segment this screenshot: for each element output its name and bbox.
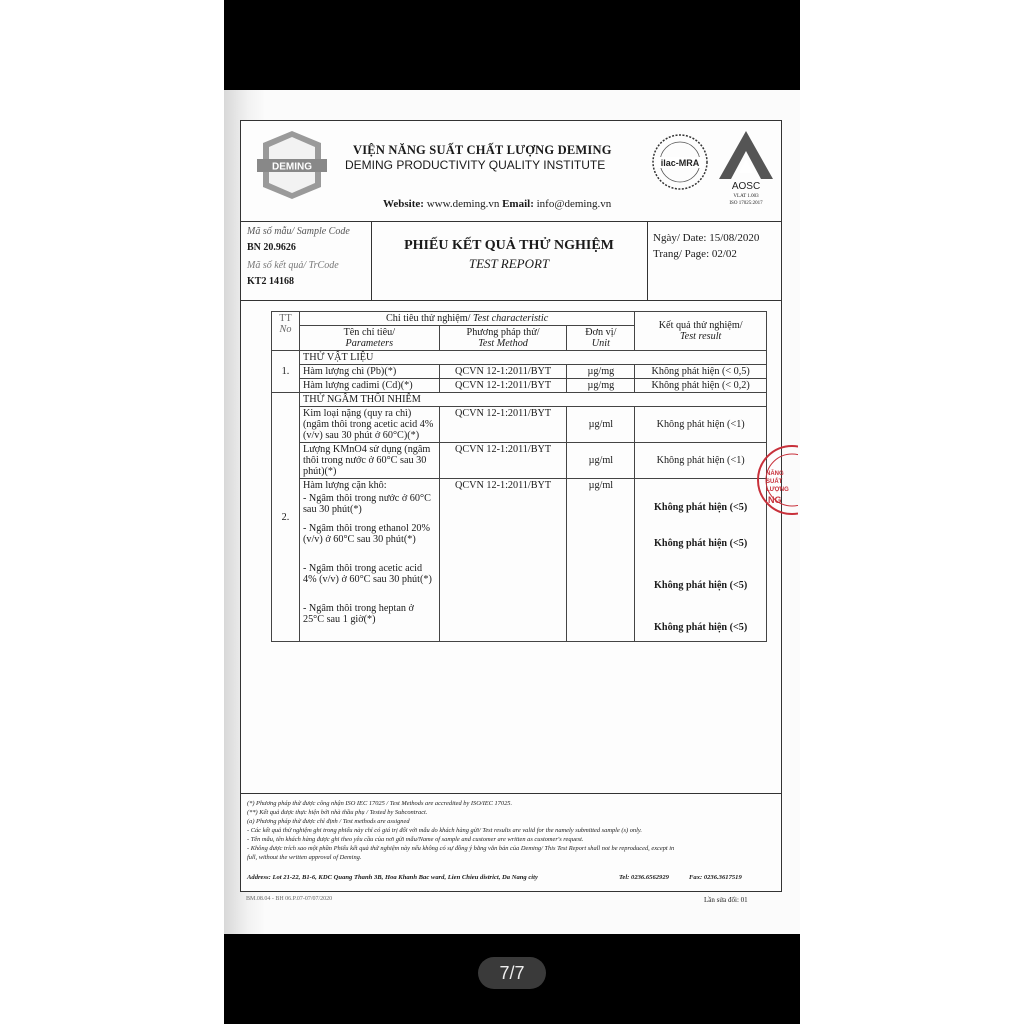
- website-url: www.deming.vn: [426, 198, 500, 210]
- section-title-material: THỬ VẬT LIỆU: [299, 351, 766, 365]
- table-row: [272, 365, 767, 379]
- table-row: [272, 407, 767, 443]
- param-cadmium: Hàm lượng cadimi (Cd)(*): [299, 379, 439, 393]
- table-row: [272, 479, 767, 642]
- website-line: [383, 198, 611, 210]
- unit-cell: µg/ml: [567, 443, 635, 479]
- viewer-top-bar: [224, 0, 800, 90]
- method-cell: QCVN 12-1:2011/BYT: [439, 479, 567, 642]
- sub-param: - Ngâm thôi trong ethanol 20% (v/v) ở 60°C sau 30 phút(*): [302, 523, 431, 545]
- tr-code: KT2 14168: [247, 276, 294, 287]
- ilac-mra-logo: [651, 133, 709, 191]
- revision-number: Lần sửa đổi: 01: [704, 896, 748, 904]
- red-seal-stamp: [752, 445, 798, 515]
- footer-note: (*) Phương pháp thử được công nhận ISO IEC 17025 / Test Methods are accredited by ISO/IEC 17025.: [247, 800, 513, 807]
- result-cell: Không phát hiện (<5): [654, 580, 748, 591]
- header-method: Phương pháp thử/ Test Method: [439, 326, 567, 351]
- deming-logo: [253, 129, 331, 201]
- report-title-en: TEST REPORT: [468, 256, 550, 271]
- sample-code-box: [241, 222, 372, 300]
- row-number: 2.: [272, 393, 300, 642]
- date-page-box: [647, 222, 781, 300]
- svg-text:NĂNG: NĂNG: [766, 471, 784, 477]
- svg-text:NG: NG: [768, 495, 782, 505]
- svg-text:SUẤT: SUẤT: [766, 479, 783, 485]
- svg-text:DEMING: DEMING: [272, 161, 312, 173]
- email-label: Email:: [502, 198, 534, 210]
- header-test-result: Kết quả thử nghiệm/ Test result: [635, 312, 767, 351]
- section-row: [272, 393, 767, 407]
- param-dry-residue-title: Hàm lượng cặn khô:: [302, 480, 387, 491]
- row-number: 1.: [272, 351, 300, 393]
- aosc-accreditation-logo: [715, 129, 777, 207]
- sub-param: - Ngâm thôi trong nước ở 60°C sau 30 phút(*): [302, 493, 431, 515]
- tr-code-label: Mã số kết quả/ TrCode: [247, 260, 339, 271]
- unit-cell: µg/mg: [567, 365, 635, 379]
- footer-note: (**) Kết quả được thực hiện bởi nhà thầu phụ / Tested by Subcontract.: [247, 809, 428, 816]
- table-row: [272, 443, 767, 479]
- report-date: Ngày/ Date: 15/08/2020: [653, 232, 760, 244]
- report-info-box: [241, 221, 781, 301]
- footer-note: full, without the written approval of Deming.: [247, 854, 362, 861]
- result-cell-group: [635, 479, 767, 642]
- footer-note: (a) Phương pháp thử được chỉ định / Test methods are assigned: [247, 818, 410, 825]
- page-counter-badge: 7/7: [478, 957, 546, 989]
- report-title-box: [371, 222, 648, 300]
- email-address: info@deming.vn: [536, 198, 612, 210]
- svg-text:ilac-MRA: ilac-MRA: [660, 158, 700, 168]
- section-row: [272, 351, 767, 365]
- footer-note: - Không được trích sao một phần Phiếu kết quả thử nghiệm này nếu không có sự đồng ý bằng văn bản của Deming/ This Test Report shall not be reproduced, except in: [247, 845, 675, 852]
- header-parameters: Tên chỉ tiêu/ Parameters: [299, 326, 439, 351]
- result-cell: Không phát hiện (<5): [654, 502, 748, 513]
- sample-code: BN 20.9626: [247, 242, 296, 253]
- institute-name-vn: VIỆN NĂNG SUẤT CHẤT LƯỢNG DEMING: [353, 143, 612, 157]
- result-cell: Không phát hiện (< 0,5): [635, 365, 767, 379]
- svg-text:ISO 17025:2017: ISO 17025:2017: [729, 201, 763, 206]
- param-kmno4: Lượng KMnO4 sử dụng (ngâm thôi trong nước ở 60°C sau 30 phút)(*): [299, 443, 439, 479]
- result-cell: Không phát hiện (< 0,2): [635, 379, 767, 393]
- unit-cell: µg/ml: [567, 407, 635, 443]
- header-no: TT No: [272, 312, 300, 351]
- method-cell: QCVN 12-1:2011/BYT: [439, 443, 567, 479]
- scanned-page: [224, 90, 800, 934]
- results-table: [271, 311, 767, 642]
- section-title-migration: THỬ NGÂM THÔI NHIỄM: [299, 393, 766, 407]
- table-row: [272, 379, 767, 393]
- sub-param: - Ngâm thôi trong acetic acid 4% (v/v) ở 60°C sau 30 phút(*): [302, 563, 432, 585]
- website-label: Website:: [383, 198, 424, 210]
- method-cell: QCVN 12-1:2011/BYT: [439, 407, 567, 443]
- header-unit: Đơn vị/ Unit: [567, 326, 635, 351]
- footer-note: - Tên mẫu, tên khách hàng được ghi theo yêu cầu của nơi gửi mẫu/Name of sample and customer are written as customer's request.: [247, 836, 584, 843]
- test-report-document: [240, 120, 782, 892]
- sub-param: - Ngâm thôi trong heptan ở 25°C sau 1 giờ(*): [302, 603, 414, 625]
- footer-note: - Các kết quả thử nghiệm ghi trong phiếu này chỉ có giá trị đối với mẫu do khách hàng gửi/ Test results are valid for the namely submitted sample (s) only.: [247, 827, 642, 834]
- footer-fax: Fax: 0236.3617519: [689, 874, 742, 881]
- report-title-vn: PHIẾU KẾT QUẢ THỬ NGHIỆM: [404, 238, 614, 253]
- param-dry-residue: [299, 479, 439, 642]
- param-heavy-metals: Kim loại nặng (quy ra chì) (ngâm thôi trong acetic acid 4% (v/v) sau 30 phút ở 60°C)(*): [299, 407, 439, 443]
- institute-name-en: DEMING PRODUCTIVITY QUALITY INSTITUTE: [345, 158, 606, 172]
- result-cell: Không phát hiện (<1): [635, 443, 767, 479]
- sample-code-label: Mã số mẫu/ Sample Code: [247, 226, 350, 237]
- result-cell: Không phát hiện (<1): [635, 407, 767, 443]
- svg-text:VLAT 1.003: VLAT 1.003: [733, 194, 759, 199]
- form-code: BM.08.04 - BH 06.P.07-07/07/2020: [246, 896, 333, 902]
- footer-tel: Tel: 0236.6562929: [619, 874, 669, 881]
- result-cell: Không phát hiện (<5): [654, 538, 748, 549]
- method-cell: QCVN 12-1:2011/BYT: [439, 365, 567, 379]
- svg-text:LƯỢNG: LƯỢNG: [766, 487, 789, 493]
- footer-notes: [241, 793, 781, 892]
- table-header-row: [272, 312, 767, 326]
- report-page: Trang/ Page: 02/02: [653, 248, 737, 260]
- svg-text:AOSC: AOSC: [731, 181, 761, 192]
- footer-address: Address: Lot 21-22, B1-6, KDC Quang Thanh 3B, Hoa Khanh Bac ward, Lien Chieu district, Da Nang city: [247, 874, 538, 881]
- method-cell: QCVN 12-1:2011/BYT: [439, 379, 567, 393]
- unit-cell: µg/mg: [567, 379, 635, 393]
- result-cell: Không phát hiện (<5): [654, 622, 748, 633]
- unit-cell: µg/ml: [567, 479, 635, 642]
- header-test-characteristic: Chỉ tiêu thử nghiệm/ Test characteristic: [299, 312, 634, 326]
- param-lead: Hàm lượng chì (Pb)(*): [299, 365, 439, 379]
